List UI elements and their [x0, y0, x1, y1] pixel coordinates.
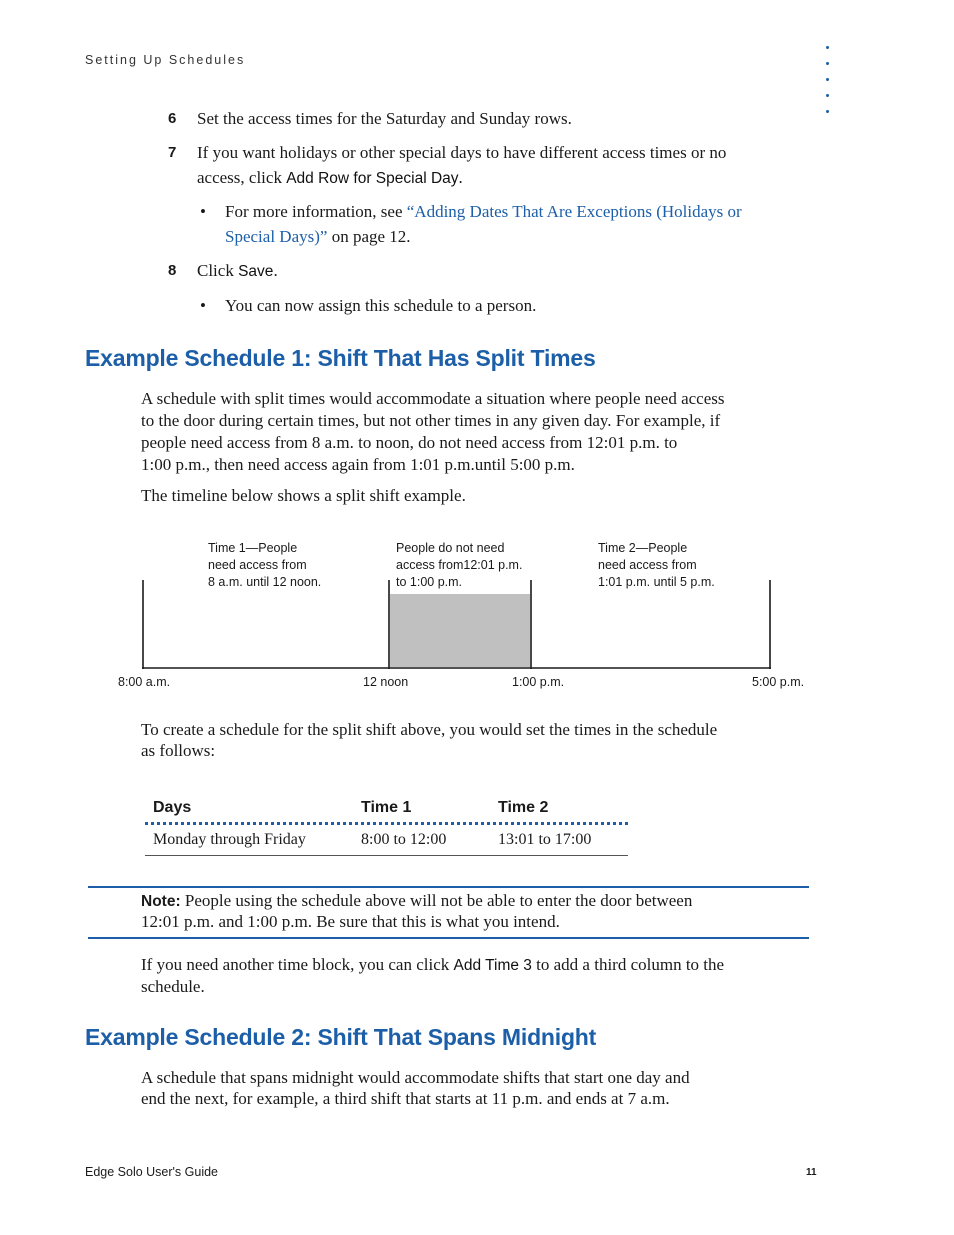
cross-reference-link-cont[interactable]: Special Days)”: [225, 227, 328, 246]
add-row-for-special-day-keyword: Add Row for Special Day: [286, 170, 459, 187]
bullet-1-line1: For more information, see “Adding Dates That Are Exceptions (Holidays or: [225, 202, 742, 221]
tick-label-1pm: 1:00 p.m.: [512, 675, 565, 689]
column-header-time2: Time 2: [498, 799, 549, 816]
bullet-2-text: You can now assign this schedule to a person.: [225, 296, 537, 315]
section-heading-spans-midnight: Example Schedule 2: Shift That Spans Midnight: [85, 1024, 597, 1050]
split-times-paragraph-line-4: 1:00 p.m., then need access again from 1:01 p.m.until 5:00 p.m.: [141, 455, 575, 474]
note-top-rule: [88, 886, 809, 888]
note-line-1: Note: People using the schedule above will not be able to enter the door between: [141, 891, 693, 910]
step-7-text: access, click: [197, 168, 287, 187]
bullet-2-marker: •: [200, 296, 206, 315]
timeline-label-time1: Time 1—People need access from 8 a.m. until 12 noon.: [208, 541, 322, 589]
bullet-1-line2: Special Days)” on page 12.: [225, 227, 411, 246]
add-time-paragraph-line-2: schedule.: [141, 977, 205, 996]
table-header-rule: [145, 822, 628, 825]
table-cell-days: Monday through Friday: [153, 831, 306, 848]
bullet-1-marker: •: [200, 202, 206, 221]
section-heading-split-times: Example Schedule 1: Shift That Has Split Times: [85, 345, 596, 371]
step-number-8: 8: [168, 262, 177, 279]
save-keyword: Save: [238, 263, 274, 280]
table-intro-line-2: as follows:: [141, 741, 216, 760]
tick-label-8am: 8:00 a.m.: [118, 675, 171, 689]
column-header-days: Days: [153, 799, 192, 816]
footer-page-number: 11: [806, 1167, 817, 1178]
split-times-paragraph-line-2: to the door during certain times, but not other times in any given day. For example, if: [141, 411, 721, 430]
note-bottom-rule: [88, 937, 809, 939]
split-times-paragraph-line-1: A schedule with split times would accommodate a situation where people need access: [141, 389, 725, 408]
table-intro-line-1: To create a schedule for the split shift above, you would set the times in the schedule: [141, 720, 718, 739]
table-cell-time1: 8:00 to 12:00: [361, 831, 447, 848]
cross-reference-link[interactable]: “Adding Dates That Are Exceptions (Holidays or: [406, 202, 742, 221]
midnight-paragraph-line-2: end the next, for example, a third shift that starts at 11 p.m. and ends at 7 a.m.: [141, 1089, 670, 1108]
add-time-3-keyword: Add Time 3: [453, 957, 532, 974]
tick-label-noon: 12 noon: [363, 675, 409, 689]
step-7-line2: access, click Add Row for Special Day.: [197, 168, 463, 187]
table-cell-time2: 13:01 to 17:00: [498, 831, 592, 848]
step-6-text: Set the access times for the Saturday and Sunday rows.: [197, 109, 572, 128]
column-header-time1: Time 1: [361, 799, 412, 816]
timeline-label-no-access: People do not need access from12:01 p.m. to 1:00 p.m.: [396, 541, 523, 589]
footer-guide-title: Edge Solo User's Guide: [85, 1165, 219, 1179]
step-8-text: Click Save.: [197, 261, 278, 280]
midnight-paragraph-line-1: A schedule that spans midnight would accommodate shifts that start one day and: [141, 1068, 690, 1087]
split-times-paragraph-line-3: people need access from 8 a.m. to noon, do not need access from 12:01 p.m. to: [141, 433, 678, 452]
step-7-line1: If you want holidays or other special days to have different access times or no: [197, 143, 727, 162]
timeline-label-time2: Time 2—People need access from 1:01 p.m. until 5 p.m.: [598, 541, 715, 589]
note-label: Note:: [141, 893, 181, 910]
step-number-7: 7: [168, 144, 177, 161]
add-time-paragraph-line-1: If you need another time block, you can click Add Time 3 to add a third column to the: [141, 955, 725, 974]
timeline-intro-text: The timeline below shows a split shift example.: [141, 486, 466, 505]
tick-label-5pm: 5:00 p.m.: [752, 675, 805, 689]
no-access-shaded-block: [390, 594, 530, 667]
table-bottom-rule: [145, 855, 628, 856]
schedule-table: [145, 796, 628, 858]
note-line-2: 12:01 p.m. and 1:00 p.m. Be sure that this is what you intend.: [141, 912, 560, 931]
running-header: Setting Up Schedules: [85, 53, 246, 67]
step-number-6: 6: [168, 110, 177, 127]
